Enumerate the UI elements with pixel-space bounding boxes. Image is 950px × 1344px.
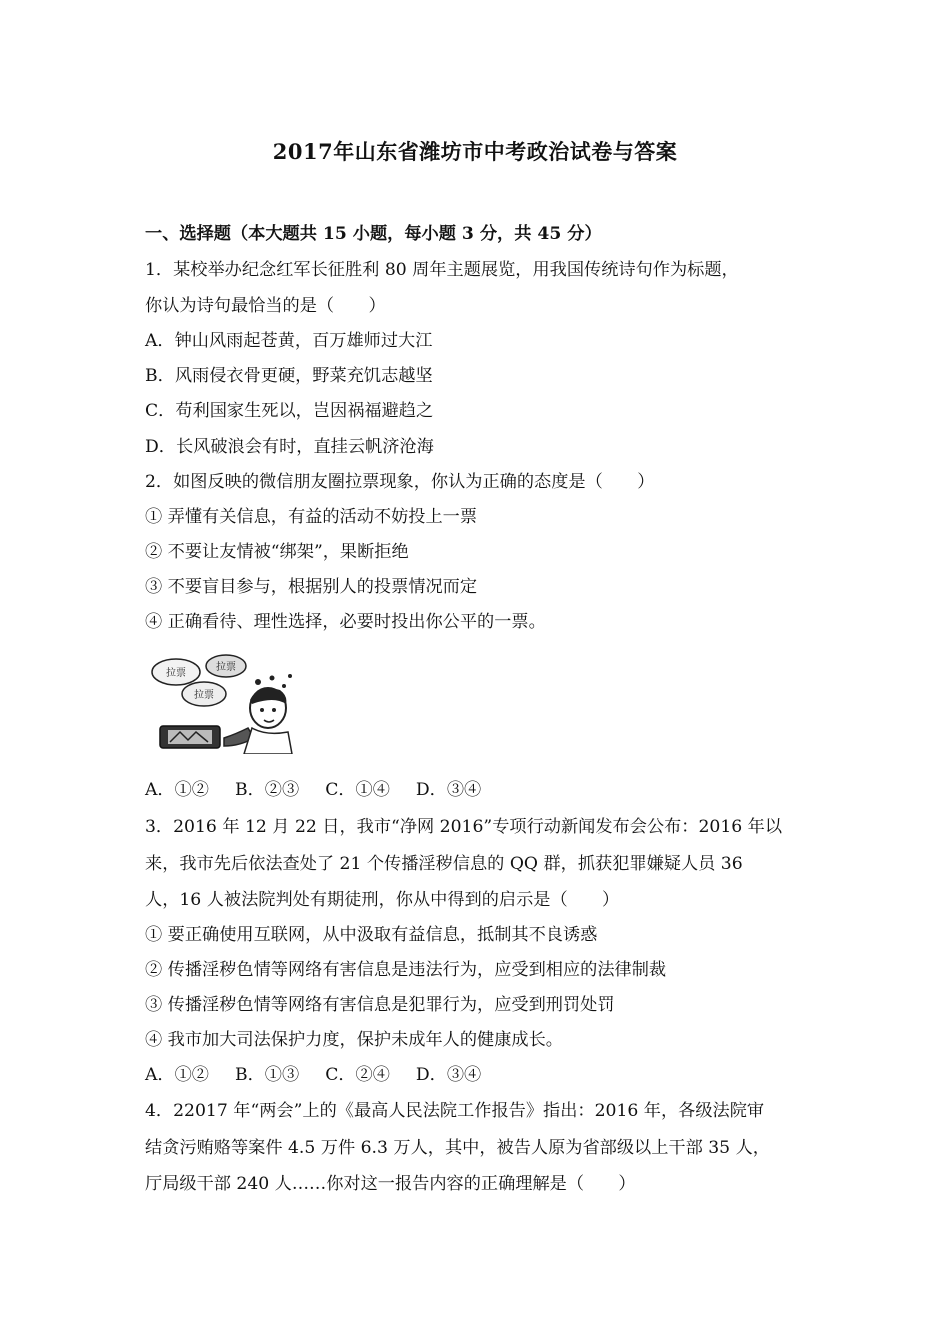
section-heading: 一、选择题（本大题共 15 小题，每小题 3 分，共 45 分） <box>145 224 602 244</box>
q2-options <box>145 778 507 802</box>
q3-statement-1: ① 要正确使用互联网，从中汲取有益信息，抵制其不良诱惑 <box>145 925 598 945</box>
q1-option-a: A．钟山风雨起苍黄，百万雄师过大江 <box>145 331 433 351</box>
q3-statement-2: ② 传播淫秽色情等网络有害信息是违法行为，应受到相应的法律制裁 <box>145 960 667 980</box>
q3-option-c: C．②④ <box>325 1065 390 1085</box>
q3-stem-line-1: 3．2016 年 12 月 22 日，我市“净网 2016”专项行动新闻发布会公布：2016 年以 <box>145 817 783 837</box>
page-title: 2017年山东省潍坊市中考政治试卷与答案 <box>272 139 678 164</box>
q2-option-a: A．①② <box>145 780 209 800</box>
bubble-text-1: 拉票 <box>166 668 186 679</box>
q3-stem-line-2: 来，我市先后依法查处了 21 个传播淫秽信息的 QQ 群，抓获犯罪嫌疑人员 36 <box>145 854 743 874</box>
bubble-text-3: 拉票 <box>194 690 214 701</box>
q1-option-b: B．风雨侵衣骨更硬，野菜充饥志越坚 <box>145 366 433 386</box>
bubble-text-2: 拉票 <box>216 662 236 673</box>
q2-option-c: C．①④ <box>325 780 390 800</box>
q4-stem-line-1: 4．22017 年“两会”上的《最高人民法院工作报告》指出：2016 年，各级法院审 <box>145 1101 765 1121</box>
vote-cartoon-image <box>140 642 308 754</box>
q2-statement-4: ④ 正确看待、理性选择，必要时投出你公平的一票。 <box>145 612 546 632</box>
q2-stem: 2．如图反映的微信朋友圈拉票现象，你认为正确的态度是（ ） <box>145 472 655 492</box>
q1-option-d: D．长风破浪会有时，直挂云帆济沧海 <box>145 437 434 457</box>
q3-statement-3: ③ 传播淫秽色情等网络有害信息是犯罪行为，应受到刑罚处罚 <box>145 995 615 1015</box>
q3-option-d: D．③④ <box>415 1065 482 1085</box>
q1-option-c: C．苟利国家生死以，岂因祸福避趋之 <box>145 401 434 421</box>
q3-option-a: A．①② <box>145 1065 209 1085</box>
q3-statement-4: ④ 我市加大司法保护力度，保护未成年人的健康成长。 <box>145 1030 563 1050</box>
q2-statement-1: ① 弄懂有关信息，有益的活动不妨投上一票 <box>145 507 478 527</box>
q4-stem-line-3: 厅局级干部 240 人……你对这一报告内容的正确理解是（ ） <box>145 1174 636 1194</box>
q1-stem-line-1: 1．某校举办纪念红军长征胜利 80 周年主题展览，用我国传统诗句作为标题， <box>145 260 739 280</box>
q3-stem-line-3: 人，16 人被法院判处有期徒刑，你从中得到的启示是（ ） <box>145 890 620 910</box>
q1-stem-line-2: 你认为诗句最恰当的是（ ） <box>145 296 386 316</box>
q2-statement-2: ② 不要让友情被“绑架”，果断拒绝 <box>145 542 409 562</box>
q2-option-b: B．②③ <box>234 780 300 800</box>
q2-option-d: D．③④ <box>415 780 482 800</box>
q4-stem-line-2: 结贪污贿赂等案件 4.5 万件 6.3 万人，其中，被告人原为省部级以上干部 35 人， <box>145 1138 770 1158</box>
q3-options <box>145 1063 507 1087</box>
q2-statement-3: ③ 不要盲目参与，根据别人的投票情况而定 <box>145 577 478 597</box>
q3-option-b: B．①③ <box>234 1065 300 1085</box>
